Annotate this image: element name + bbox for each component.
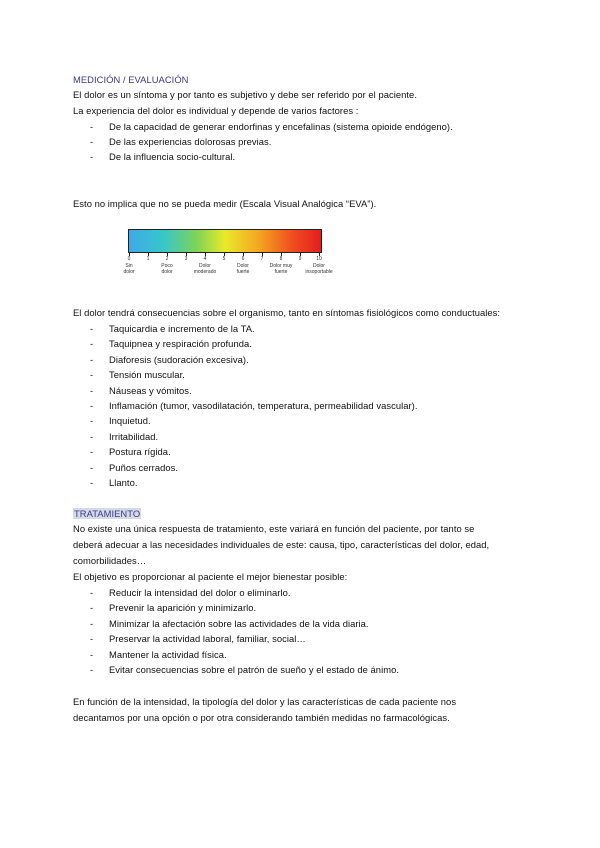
- list-item: De las experiencias dolorosas previas.: [109, 136, 272, 147]
- list-item: Taquipnea y respiración profunda.: [109, 338, 252, 349]
- scale-label-dolor-insoportable: Dolor insoportable: [305, 263, 333, 275]
- paragraph: comorbilidades…: [73, 555, 147, 566]
- bullet-dash: -: [90, 400, 94, 411]
- paragraph: La experiencia del dolor es individual y depende de varios factores :: [73, 105, 359, 116]
- scale-label-sin-dolor: Sin dolor: [123, 263, 135, 275]
- scale-number: 4: [203, 256, 207, 262]
- bullet-dash: -: [90, 618, 94, 629]
- scale-number: 0: [127, 256, 131, 262]
- bullet-dash: -: [90, 664, 94, 675]
- bullet-dash: -: [90, 136, 94, 147]
- scale-label-dolor-muy-fuerte: Dolor muy fuerte: [269, 263, 293, 275]
- list-item: Irritabilidad.: [109, 431, 159, 442]
- paragraph: El objetivo es proporcionar al paciente el mejor bienestar posible:: [73, 571, 348, 582]
- list-item: Taquicardia e incremento de la TA.: [109, 323, 255, 334]
- bullet-dash: -: [90, 338, 94, 349]
- bullet-dash: -: [90, 477, 94, 488]
- paragraph: No existe una única respuesta de tratamiento, este variará en función del paciente, por tanto se: [73, 523, 475, 534]
- list-item: De la influencia socio-cultural.: [109, 151, 236, 162]
- bullet-dash: -: [90, 369, 94, 380]
- scale-number: 6: [241, 256, 245, 262]
- list-item: Postura rígida.: [109, 446, 171, 457]
- list-item: Llanto.: [109, 477, 138, 488]
- scale-label-dolor-moderado: Dolor moderado: [193, 263, 217, 275]
- scale-number: 10: [316, 256, 322, 262]
- list-item: Náuseas y vómitos.: [109, 385, 192, 396]
- bullet-dash: -: [90, 431, 94, 442]
- bullet-dash: -: [90, 633, 94, 644]
- paragraph: El dolor tendrá consecuencias sobre el organismo, tanto en síntomas fisiológicos como conductuales:: [73, 307, 501, 318]
- scale-number: 1: [146, 256, 150, 262]
- list-item: Puños cerrados.: [109, 462, 179, 473]
- scale-number: 7: [260, 256, 264, 262]
- list-item: Minimizar la afectación sobre las actividades de la vida diaria.: [109, 618, 369, 629]
- eva-gradient-bar: [128, 229, 322, 253]
- section-heading-medicion: MEDICIÓN / EVALUACIÓN: [73, 74, 189, 85]
- paragraph: En función de la intensidad, la tipología del dolor y las características de cada paciente nos: [73, 696, 457, 707]
- bullet-dash: -: [90, 151, 94, 162]
- scale-number: 3: [184, 256, 188, 262]
- scale-label-dolor-fuerte: Dolor fuerte: [236, 263, 250, 275]
- paragraph: El dolor es un síntoma y por tanto es subjetivo y debe ser referido por el paciente.: [73, 89, 417, 100]
- bullet-dash: -: [90, 121, 94, 132]
- paragraph: Esto no implica que no se pueda medir (Escala Visual Analógica “EVA”).: [73, 198, 377, 209]
- scale-number: 8: [279, 256, 283, 262]
- paragraph: deberá adecuar a las necesidades individuales de este: causa, tipo, características del dolor, edad,: [73, 539, 490, 550]
- section-heading-tratamiento: TRATAMIENTO: [74, 508, 141, 519]
- scale-number: 2: [165, 256, 169, 262]
- list-item: Tensión muscular.: [109, 369, 185, 380]
- bullet-dash: -: [90, 446, 94, 457]
- list-item: De la capacidad de generar endorfinas y encefalinas (sistema opioide endógeno).: [109, 121, 453, 132]
- bullet-dash: -: [90, 354, 94, 365]
- scale-number: 5: [222, 256, 226, 262]
- scale-number: 9: [298, 256, 302, 262]
- bullet-dash: -: [90, 602, 94, 613]
- bullet-dash: -: [90, 323, 94, 334]
- list-item: Inquietud.: [109, 415, 151, 426]
- bullet-dash: -: [90, 385, 94, 396]
- list-item: Prevenir la aparición y minimizarlo.: [109, 602, 257, 613]
- scale-label-poco-dolor: Poco dolor: [161, 263, 173, 275]
- list-item: Preservar la actividad laboral, familiar, social…: [109, 633, 306, 644]
- list-item: Evitar consecuencias sobre el patrón de sueño y el estado de ánimo.: [109, 664, 399, 675]
- bullet-dash: -: [90, 649, 94, 660]
- list-item: Mantener la actividad física.: [109, 649, 227, 660]
- list-item: Inflamación (tumor, vasodilatación, temperatura, permeabilidad vascular).: [109, 400, 418, 411]
- bullet-dash: -: [90, 415, 94, 426]
- list-item: Diaforesis (sudoración excesiva).: [109, 354, 249, 365]
- bullet-dash: -: [90, 462, 94, 473]
- paragraph: decantamos por una opción o por otra considerando también medidas no farmacológicas.: [73, 712, 450, 723]
- bullet-dash: -: [90, 587, 94, 598]
- list-item: Reducir la intensidad del dolor o eliminarlo.: [109, 587, 291, 598]
